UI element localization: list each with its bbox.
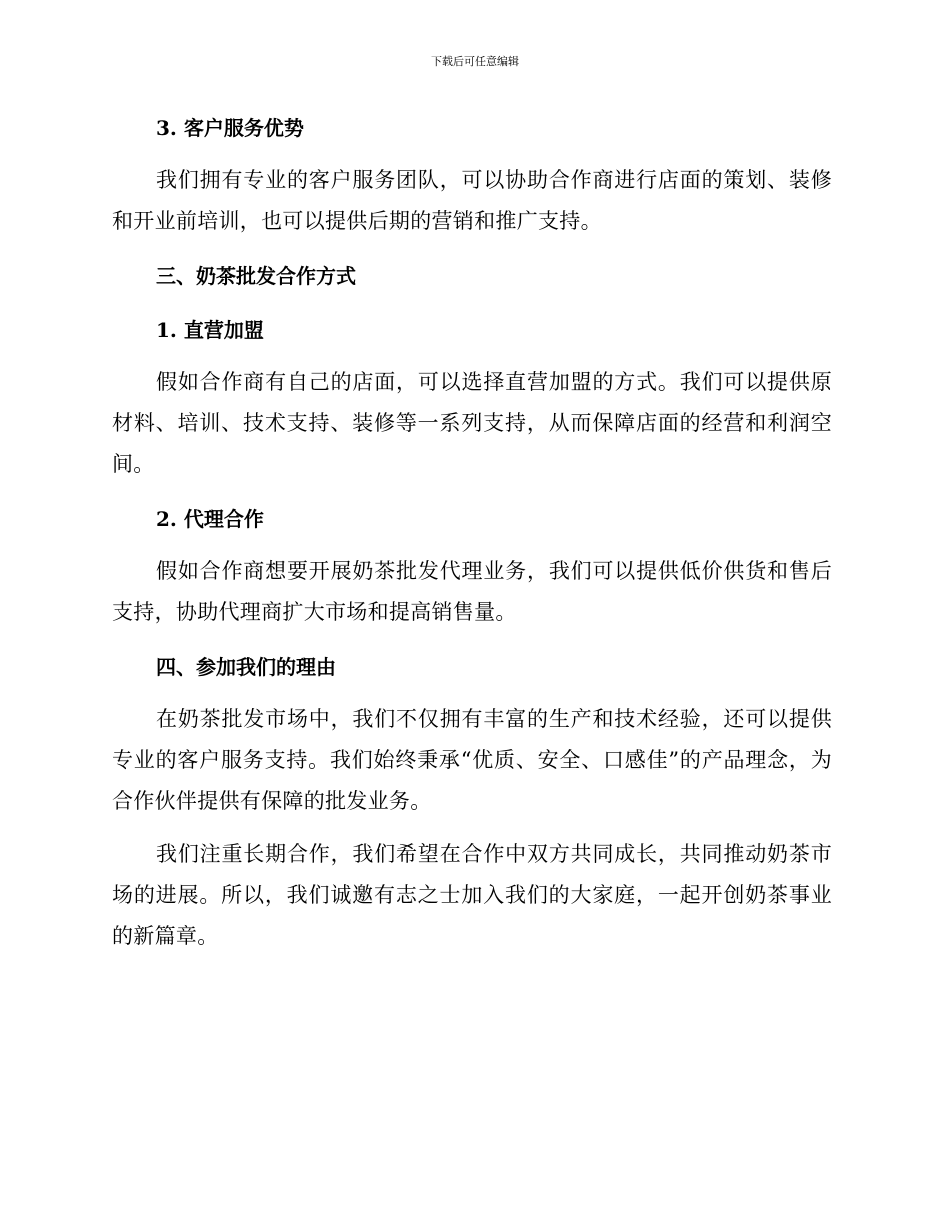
section-heading-cooperation-methods: 三、奶茶批发合作方式 — [156, 264, 356, 288]
document-body — [112, 108, 832, 957]
paragraph-direct-franchise: 假如合作商有自己的店面，可以选择直营加盟的方式。我们可以提供原材料、培训、技术支持、装修等一系列支持，从而保障店面的经营和利润空间。 — [112, 370, 832, 476]
section-heading-agency: 2. 代理合作 — [156, 507, 264, 531]
section-heading-customer-service: 3. 客户服务优势 — [156, 116, 304, 140]
paragraph-long-term-cooperation: 我们注重长期合作，我们希望在合作中双方共同成长，共同推动奶茶市场的进展。所以，我们诚邀有志之士加入我们的大家庭，一起开创奶茶事业的新篇章。 — [112, 842, 832, 948]
page-header-note: 下载后可任意编辑 — [431, 55, 519, 68]
section-heading-direct-franchise: 1. 直营加盟 — [156, 318, 264, 342]
paragraph-customer-service: 我们拥有专业的客户服务团队，可以协助合作商进行店面的策划、装修和开业前培训，也可以提供后期的营销和推广支持。 — [112, 168, 832, 233]
paragraph-reasons-to-join: 在奶茶批发市场中，我们不仅拥有丰富的生产和技术经验，还可以提供专业的客户服务支持。我们始终秉承“优质、安全、口感佳”的产品理念，为合作伙伴提供有保障的批发业务。 — [112, 707, 832, 813]
section-heading-reasons-to-join: 四、参加我们的理由 — [156, 655, 336, 679]
paragraph-agency: 假如合作商想要开展奶茶批发代理业务，我们可以提供低价供货和售后支持，协助代理商扩大市场和提高销售量。 — [112, 559, 832, 624]
